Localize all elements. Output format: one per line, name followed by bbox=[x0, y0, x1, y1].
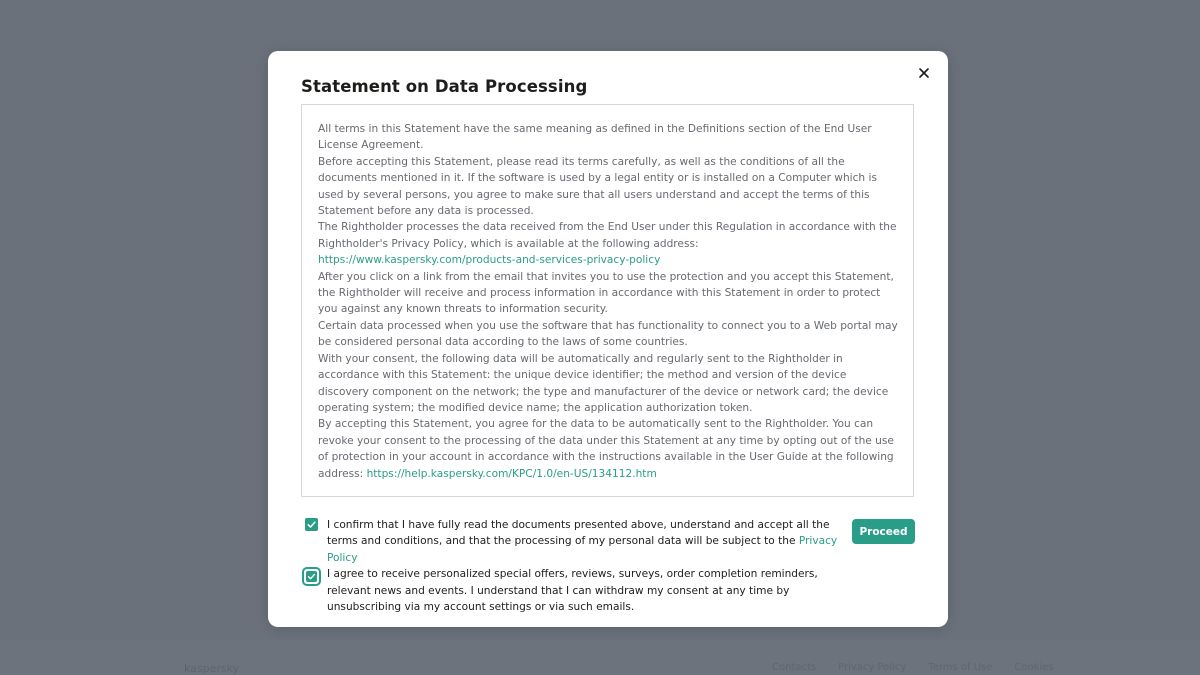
terms-paragraph: Before accepting this Statement, please read its terms carefully, as well as the conditions of all the documents mentioned in it. If the software is used by a legal entity or is installed on a Computer which is used by several persons, you agree to make sure that all users understand and accept the terms of this Statement before any data is processed. bbox=[318, 155, 877, 218]
privacy-policy-link[interactable]: Privacy Policy bbox=[327, 535, 838, 564]
terms-paragraph: With your consent, the following data will be automatically and regularly sent to the Rightholder in accordance with this Statement: the unique device identifier; the method and version of the device discovery component on the network; the type and manufacturer of the device or network card; the device operating system; the modified device name; the application authorization token. bbox=[318, 352, 889, 414]
consent-terms-label: I confirm that I have fully read the documents presented above, understand and accept all the terms and conditions, and that the processing of my personal data will be subject to the bbox=[327, 519, 830, 548]
footer-link: Privacy Policy bbox=[838, 662, 907, 673]
checkmark-icon bbox=[305, 518, 318, 531]
background-brand-logo: kaspersky bbox=[184, 662, 240, 675]
footer-link: Cookies bbox=[1014, 662, 1054, 673]
consent-terms-row bbox=[301, 517, 841, 566]
terms-paragraph: After you click on a link from the email that invites you to use the protection and you accept this Statement, the Rightholder will receive and process information in accordance with this Statement in order to protect you against any known threats to information security. bbox=[318, 270, 894, 316]
footer-link: Contacts bbox=[772, 662, 817, 673]
consent-terms-checkbox[interactable] bbox=[305, 518, 318, 531]
close-button[interactable] bbox=[916, 65, 932, 81]
terms-paragraph: All terms in this Statement have the same meaning as defined in the Definitions section of the End User License Agreement. bbox=[318, 123, 872, 152]
privacy-policy-url-link[interactable]: https://www.kaspersky.com/products-and-services-privacy-policy bbox=[318, 254, 661, 267]
checkbox-fill bbox=[306, 571, 317, 582]
close-icon bbox=[916, 65, 932, 81]
background-footer-links bbox=[772, 662, 1054, 673]
dialog-title: Statement on Data Processing bbox=[301, 77, 588, 96]
consent-section bbox=[301, 517, 841, 615]
terms-paragraph bbox=[318, 416, 899, 482]
checkmark-icon bbox=[306, 571, 317, 582]
data-processing-dialog bbox=[268, 51, 948, 627]
consent-marketing-row bbox=[301, 566, 841, 615]
terms-text-box[interactable] bbox=[301, 104, 914, 497]
user-guide-url-link[interactable]: https://help.kaspersky.com/KPC/1.0/en-US/134112.htm bbox=[366, 467, 657, 480]
terms-paragraph: Certain data processed when you use the software that has functionality to connect you to a Web portal may be considered personal data according to the laws of some countries. bbox=[318, 319, 898, 349]
consent-marketing-label: I agree to receive personalized special offers, reviews, surveys, order completion reminders, relevant news and events. I understand that I can withdraw my consent at any time by unsubscribing via my account settings or via such emails. bbox=[327, 568, 818, 614]
terms-paragraph bbox=[318, 219, 899, 268]
terms-text: The Rightholder processes the data received from the End User under this Regulation in accordance with the Rightholder's Privacy Policy, which is available at the following address: bbox=[318, 221, 897, 250]
consent-marketing-checkbox[interactable] bbox=[302, 567, 321, 586]
footer-link: Terms of Use bbox=[928, 662, 993, 673]
terms-text: By accepting this Statement, you agree for the data to be automatically sent to the Rightholder. You can revoke your consent to the processing of the data under this Statement at any time by opting out of the use of protection in your account in accordance with the instructions available in the User Guide at the following address: bbox=[318, 418, 894, 480]
proceed-button[interactable]: Proceed bbox=[852, 519, 915, 544]
